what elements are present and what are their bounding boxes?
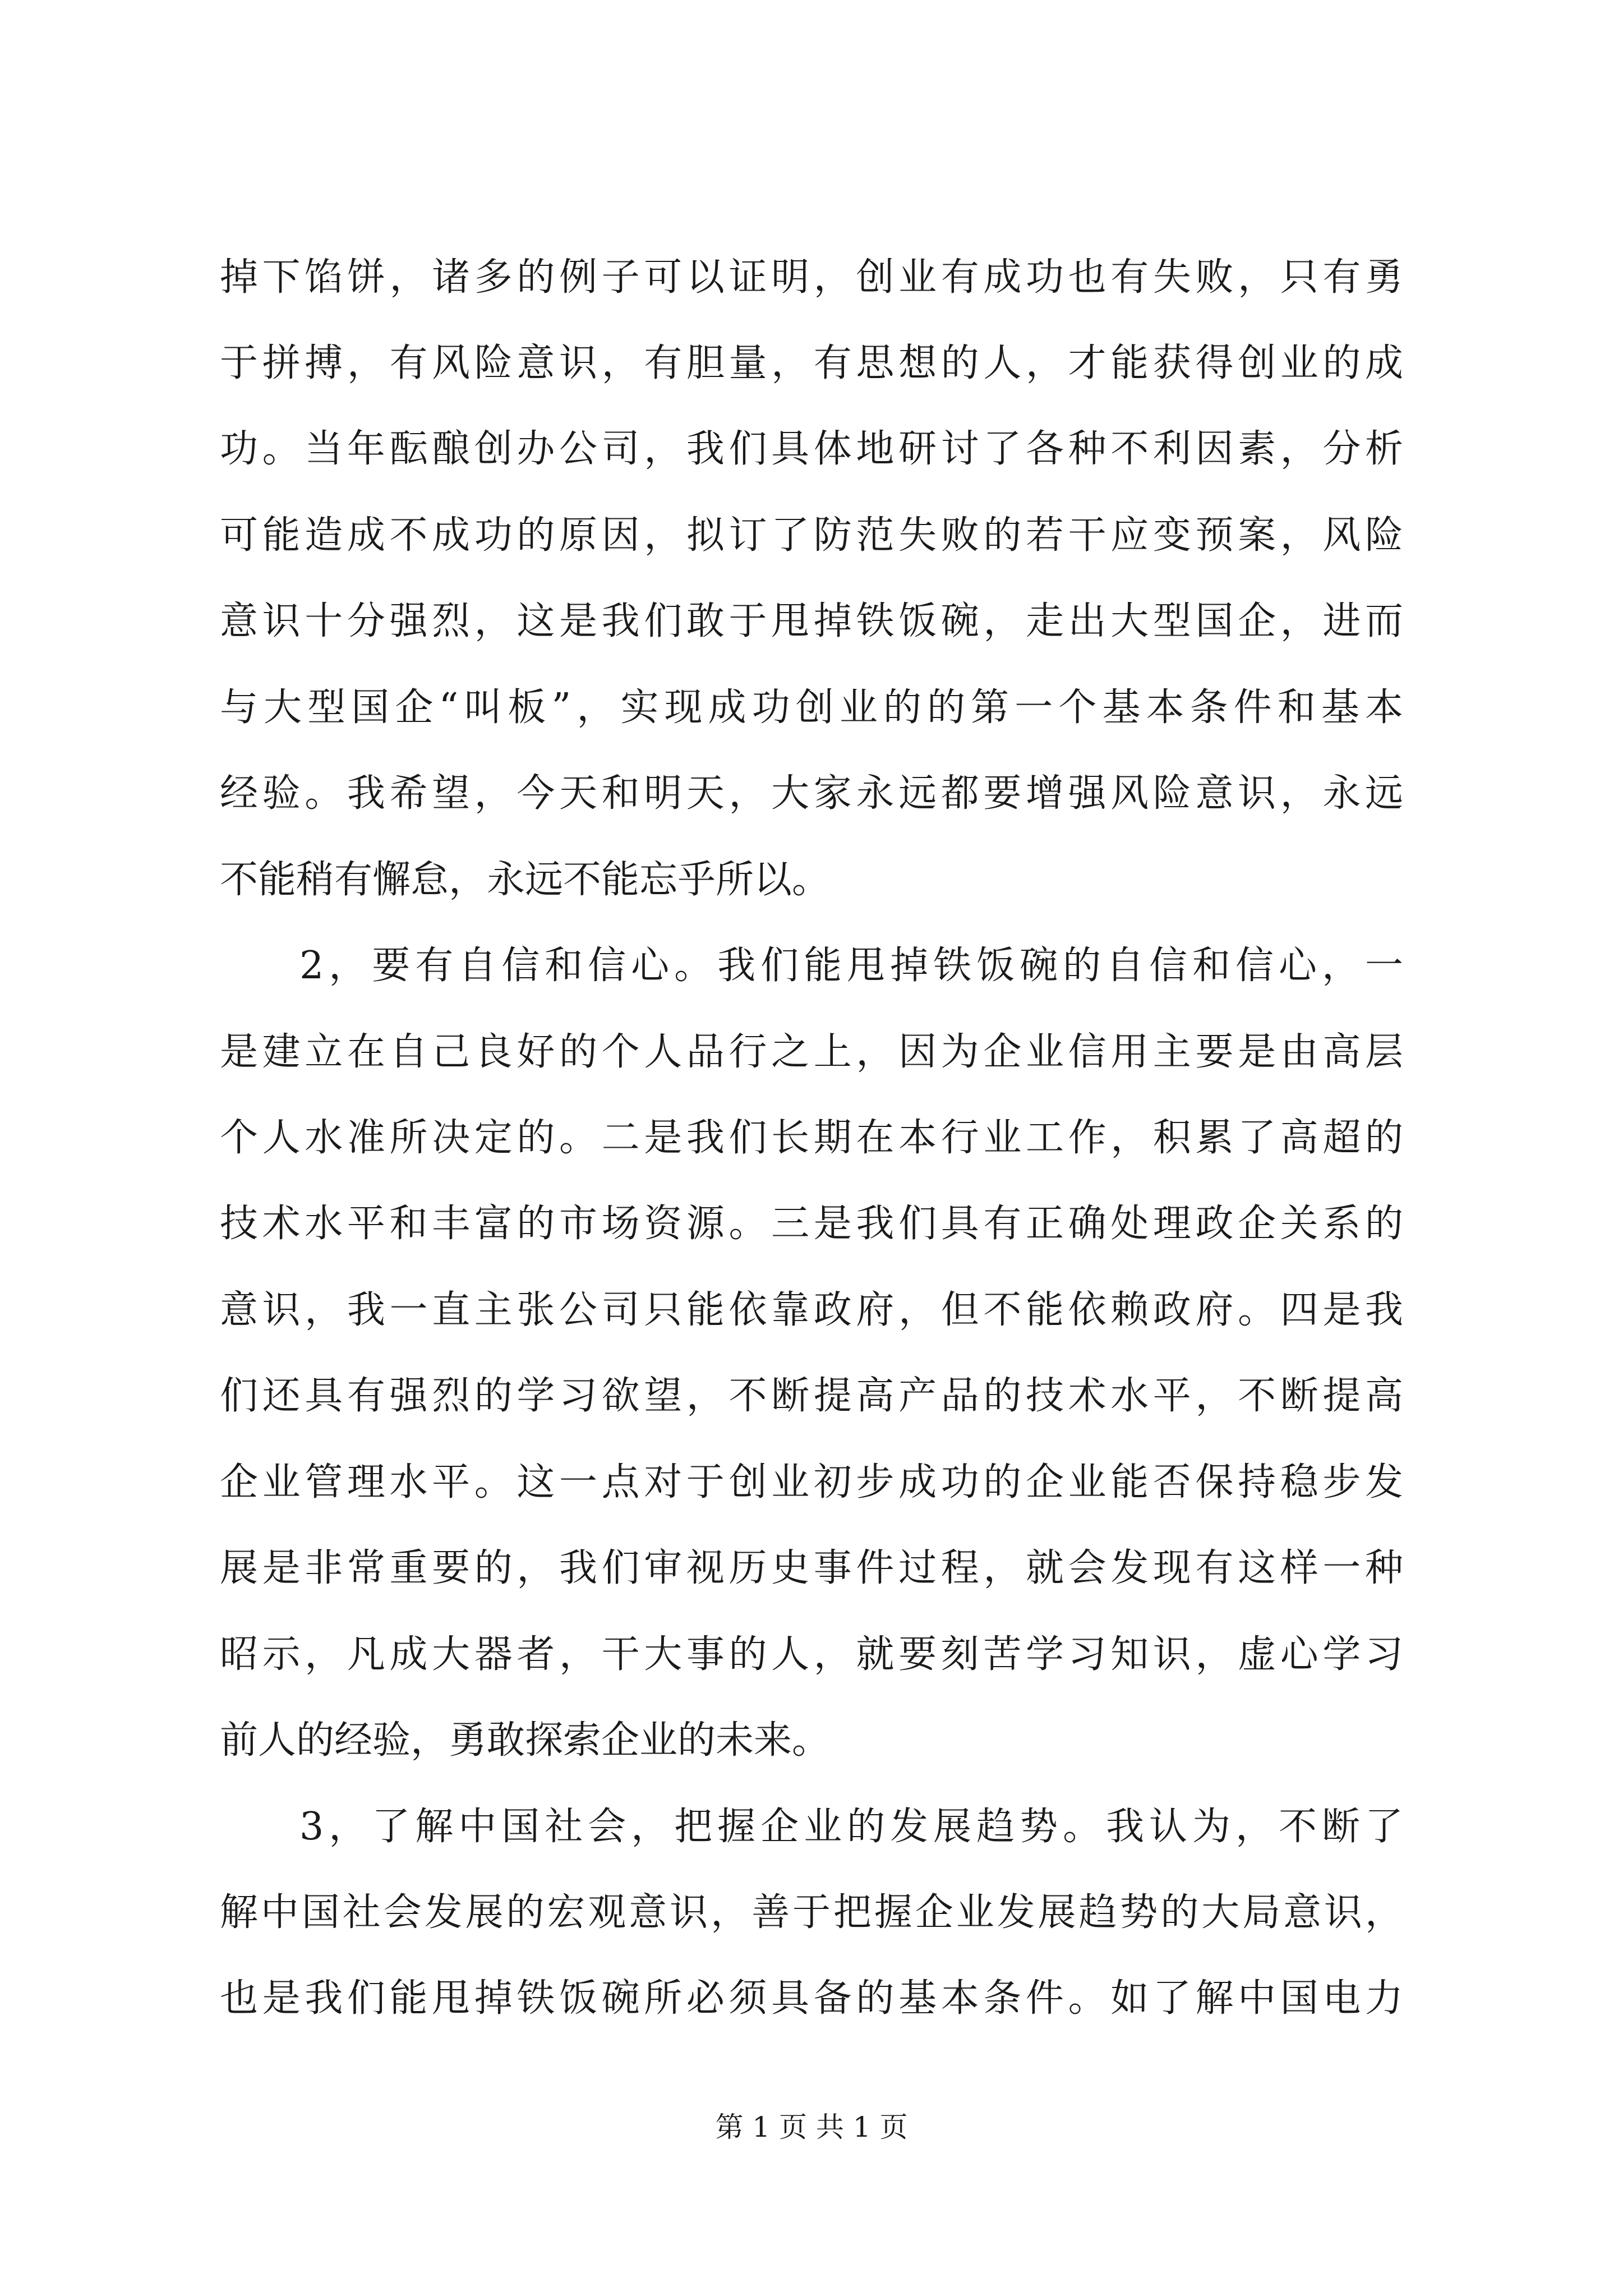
page-number-footer: 第 1 页 共 1 页 [715, 2111, 908, 2143]
text-line: 掉下馅饼，诸多的例子可以证明，创业有成功也有失败，只有勇 [220, 255, 1403, 300]
text-line: 们还具有强烈的学习欲望，不断提高产品的技术水平，不断提高 [220, 1374, 1403, 1418]
text-line: 与大型国企“叫板”，实现成功创业的的第一个基本条件和基本 [220, 685, 1403, 730]
text-line: 于拼搏，有风险意识，有胆量，有思想的人，才能获得创业的成 [220, 341, 1403, 385]
text-line: 是建立在自己良好的个人品行之上，因为企业信用主要是由高层 [220, 1030, 1403, 1074]
text-line: 展是非常重要的，我们审视历史事件过程，就会发现有这样一种 [220, 1546, 1403, 1590]
text-line: 意识十分强烈，这是我们敢于甩掉铁饭碗，走出大型国企，进而 [220, 599, 1403, 643]
text-line: 可能造成不成功的原因，拟订了防范失败的若干应变预案，风险 [220, 513, 1403, 558]
text-line: 解中国社会发展的宏观意识，善于把握企业发展趋势的大局意识， [220, 1890, 1403, 1935]
text-line: 2，要有自信和信心。我们能甩掉铁饭碗的自信和信心，一 [299, 944, 1403, 988]
text-line: 也是我们能甩掉铁饭碗所必须具备的基本条件。如了解中国电力 [220, 1976, 1403, 2021]
text-line: 不能稍有懈怠，永远不能忘乎所以。 [220, 858, 831, 902]
text-line: 企业管理水平。这一点对于创业初步成功的企业能否保持稳步发 [220, 1460, 1403, 1504]
text-line: 昭示，凡成大器者，干大事的人，就要刻苦学习知识，虚心学习 [220, 1632, 1403, 1677]
text-line: 技术水平和丰富的市场资源。三是我们具有正确处理政企关系的 [220, 1202, 1403, 1246]
text-line: 3，了解中国社会，把握企业的发展趋势。我认为，不断了 [299, 1805, 1403, 1849]
text-line: 经验。我希望，今天和明天，大家永远都要增强风险意识，永远 [220, 771, 1403, 816]
text-line: 前人的经验，勇敢探索企业的未来。 [220, 1718, 831, 1763]
text-line: 个人水准所决定的。二是我们长期在本行业工作，积累了高超的 [220, 1116, 1403, 1160]
text-line: 意识，我一直主张公司只能依靠政府，但不能依赖政府。四是我 [220, 1288, 1403, 1332]
text-line: 功。当年酝酿创办公司，我们具体地研讨了各种不利因素，分析 [220, 427, 1403, 471]
